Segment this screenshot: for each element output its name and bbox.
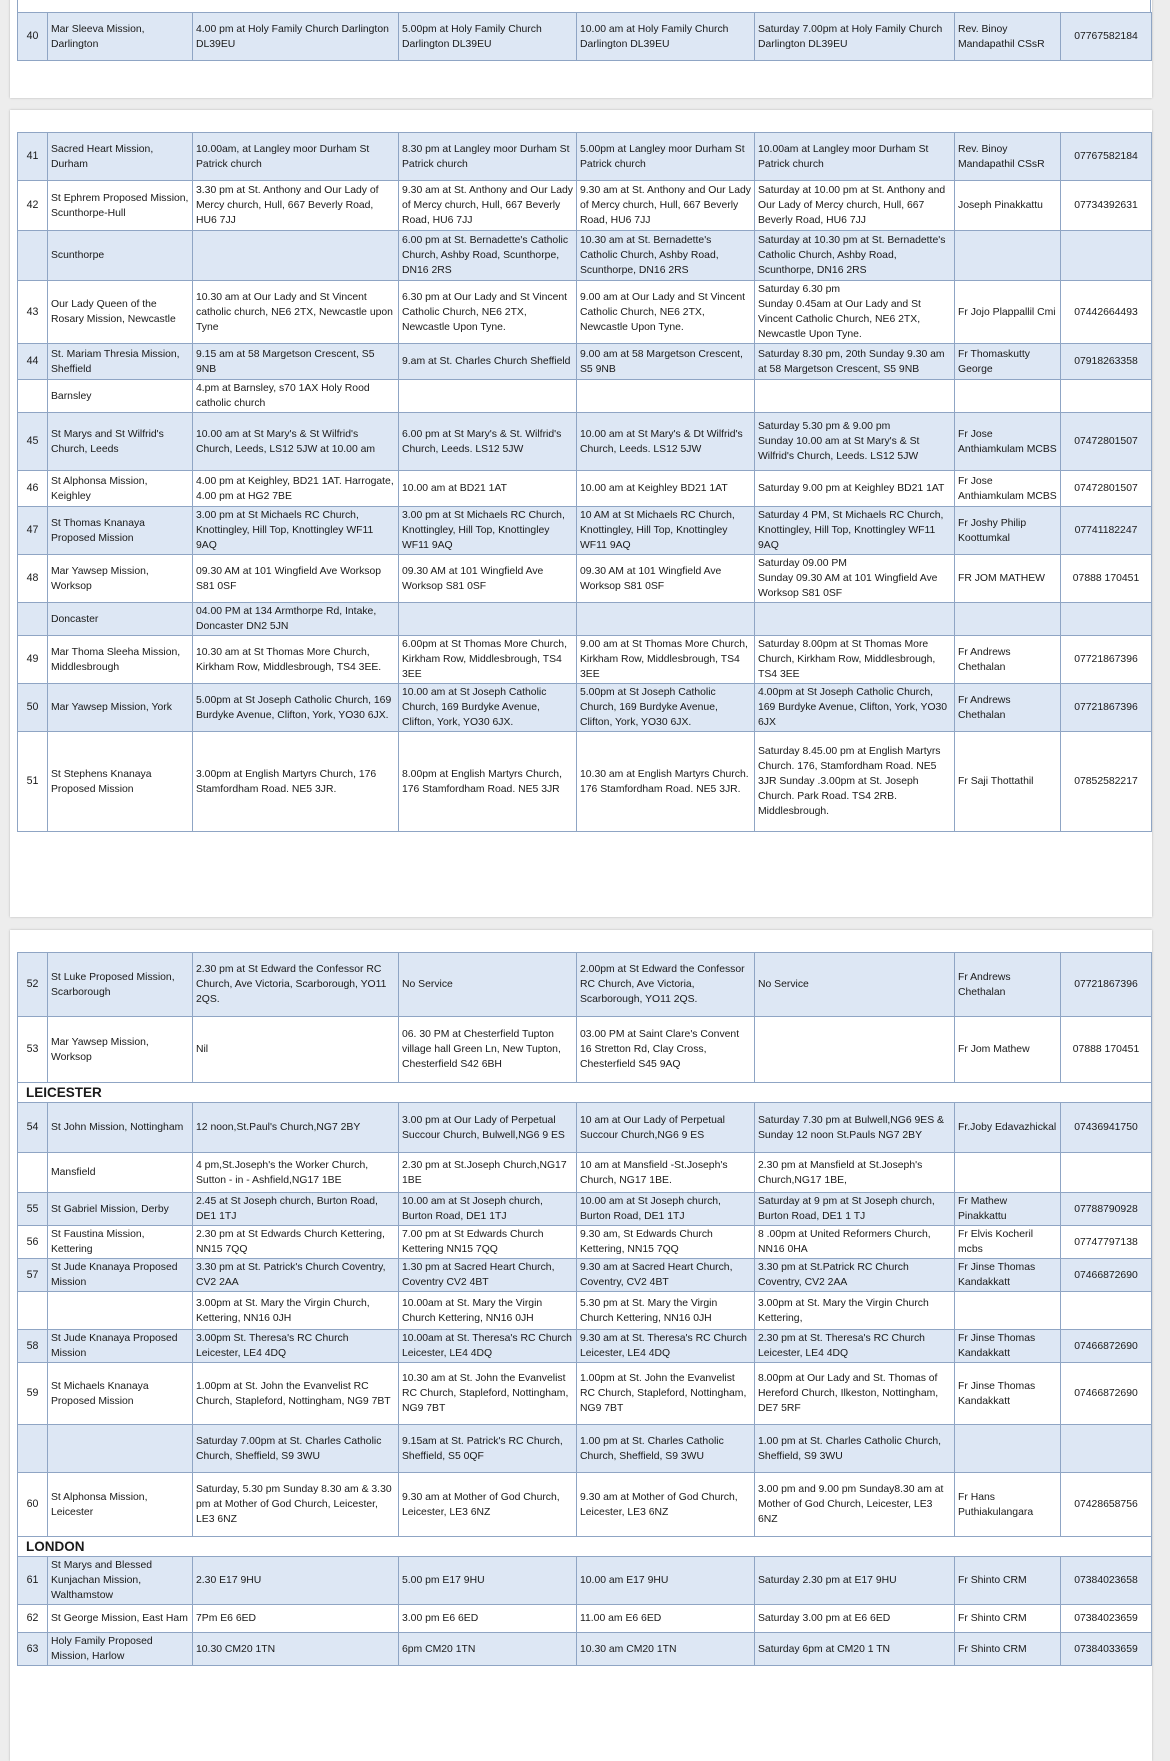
document-page-3 [10,930,1152,1761]
service-time-cell: 3.00pm at St. Mary the Virgin Church, Kettering, NN16 0JH [193,1292,399,1330]
service-time-cell: 9.30 am at St. Anthony and Our Lady of Mercy church, Hull, 667 Beverly Road, HU6 7JJ [577,181,755,231]
mission-number: 42 [18,181,48,231]
mission-name: St Jude Knanaya Proposed Mission [48,1259,193,1292]
table-row [18,181,1152,231]
service-time-cell: Saturday 9.00 pm at Keighley BD21 1AT [755,471,955,507]
priest-name: Fr Jose Anthiamkulam MCBS [955,413,1061,471]
priest-name: Fr Thomaskutty George [955,344,1061,380]
table-row [18,471,1152,507]
mission-name: St. Mariam Thresia Mission, Sheffield [48,344,193,380]
service-time-cell: 10.30 CM20 1TN [193,1633,399,1666]
mission-number: 45 [18,413,48,471]
service-time-cell: 9.30 am at Sacred Heart Church, Coventry, CV2 4BT [577,1259,755,1292]
schedule-table [17,12,1152,61]
service-time-cell: 10 AM at St Michaels RC Church, Knottingley, Hill Top, Knottingley WF11 9AQ [577,507,755,555]
priest-name: Fr Andrews Chethalan [955,684,1061,732]
service-time-cell: 9.15 am at 58 Margetson Crescent, S5 9NB [193,344,399,380]
service-time-cell: 09.30 AM at 101 Wingfield Ave Worksop S81 0SF [399,555,577,603]
service-time-cell: 5.00pm at St Joseph Catholic Church, 169 Burdyke Avenue, Clifton, York, YO30 6JX. [193,684,399,732]
service-time-cell: 11.00 am E6 6ED [577,1605,755,1633]
table-row [18,1473,1152,1537]
phone-number: 07888 170451 [1061,1017,1152,1083]
priest-name: Fr Shinto CRM [955,1633,1061,1666]
mission-name: St Marys and St Wilfrid's Church, Leeds [48,413,193,471]
phone-number: 07767582184 [1061,13,1152,61]
service-time-cell: 10.30 am at St Thomas More Church, Kirkham Row, Middlesbrough, TS4 3EE. [193,636,399,684]
mission-name: Mar Yawsep Mission, Worksop [48,1017,193,1083]
priest-name: Fr.Joby Edavazhickal [955,1103,1061,1153]
phone-number [1061,231,1152,281]
service-time-cell: 9.am at St. Charles Church Sheffield [399,344,577,380]
service-time-cell: 9.30 am at St. Anthony and Our Lady of Mercy church, Hull, 667 Beverly Road, HU6 7JJ [399,181,577,231]
mission-number: 53 [18,1017,48,1083]
table-row [18,1557,1152,1605]
priest-name [955,1425,1061,1473]
mission-number: 50 [18,684,48,732]
mission-name: Barnsley [48,380,193,413]
mission-name: Holy Family Proposed Mission, Harlow [48,1633,193,1666]
service-time-cell [399,603,577,636]
service-time-cell: Saturday 4 PM, St Michaels RC Church, Knottingley, Hill Top, Knottingley WF11 9AQ [755,507,955,555]
table-row [18,1292,1152,1330]
service-time-cell: 8.30 pm at Langley moor Durham St Patrick church [399,133,577,181]
priest-name: Fr Jom Mathew [955,1017,1061,1083]
service-time-cell: 10.00 am at St Joseph church, Burton Road, DE1 1TJ [577,1193,755,1226]
service-time-cell: 3.00pm at St. Mary the Virgin Church Kettering, [755,1292,955,1330]
service-time-cell: Saturday 2.30 pm at E17 9HU [755,1557,955,1605]
priest-name: Fr Jinse Thomas Kandakkatt [955,1259,1061,1292]
mission-name: St Luke Proposed Mission, Scarborough [48,953,193,1017]
phone-number: 07442664493 [1061,281,1152,344]
service-time-cell: Saturday 5.30 pm & 9.00 pm Sunday 10.00 am at St Mary's & St Wilfrid's Church, Leeds. LS12 5JW [755,413,955,471]
mission-name: St Jude Knanaya Proposed Mission [48,1330,193,1363]
phone-number: 07472801507 [1061,471,1152,507]
table-row [18,1103,1152,1153]
service-time-cell: 3.30 pm at St.Patrick RC Church Coventry, CV2 2AA [755,1259,955,1292]
table-row [18,732,1152,832]
service-time-cell: 3.00 pm and 9.00 pm Sunday8.30 am at Mother of God Church, Leicester, LE3 6NZ [755,1473,955,1537]
service-time-cell: 10.00 am at Holy Family Church Darlington DL39EU [577,13,755,61]
table-row [18,1330,1152,1363]
service-time-cell: 10.00am at St. Theresa's RC Church Leicester, LE4 4DQ [399,1330,577,1363]
phone-number [1061,1153,1152,1193]
service-time-cell: 2.00pm at St Edward the Confessor RC Church, Ave Victoria, Scarborough, YO11 2QS. [577,953,755,1017]
document-page-1 [10,0,1152,98]
priest-name [955,603,1061,636]
service-time-cell: 4 pm,St.Joseph's the Worker Church, Sutton - in - Ashfield,NG17 1BE [193,1153,399,1193]
phone-number: 07721867396 [1061,953,1152,1017]
priest-name [955,380,1061,413]
mission-number: 41 [18,133,48,181]
schedule-table [17,132,1152,832]
service-time-cell: 9.15am at St. Patrick's RC Church, Sheffield, S5 0QF [399,1425,577,1473]
phone-number: 07436941750 [1061,1103,1152,1153]
mission-number: 57 [18,1259,48,1292]
mission-name: Scunthorpe [48,231,193,281]
section-header-row [18,1537,1152,1557]
service-time-cell: 10.30 am at St. Bernadette's Catholic Church, Ashby Road, Scunthorpe, DN16 2RS [577,231,755,281]
service-time-cell: 3.00 pm E6 6ED [399,1605,577,1633]
service-time-cell [577,603,755,636]
phone-number: 07747797138 [1061,1226,1152,1259]
service-time-cell: 3.00 pm at Our Lady of Perpetual Succour Church, Bulwell,NG6 9 ES [399,1103,577,1153]
mission-name [48,1292,193,1330]
table-row [18,953,1152,1017]
table-row [18,1363,1152,1425]
table-row [18,13,1152,61]
service-time-cell: 2.30 pm at St. Theresa's RC Church Leicester, LE4 4DQ [755,1330,955,1363]
phone-number: 07734392631 [1061,181,1152,231]
table-row [18,1193,1152,1226]
priest-name: FR JOM MATHEW [955,555,1061,603]
mission-number: 58 [18,1330,48,1363]
service-time-cell: 4.00pm at St Joseph Catholic Church, 169 Burdyke Avenue, Clifton, York, YO30 6JX [755,684,955,732]
service-time-cell: 5.30 pm at St. Mary the Virgin Church Kettering, NN16 0JH [577,1292,755,1330]
priest-name: Fr Jojo Plappallil Cmi [955,281,1061,344]
service-time-cell [755,380,955,413]
table-row [18,1425,1152,1473]
service-time-cell: 4.pm at Barnsley, s70 1AX Holy Rood catholic church [193,380,399,413]
mission-number: 48 [18,555,48,603]
service-time-cell: 1.00 pm at St. Charles Catholic Church, Sheffield, S9 3WU [577,1425,755,1473]
priest-name: Fr Saji Thottathil [955,732,1061,832]
priest-name: Fr Andrews Chethalan [955,636,1061,684]
service-time-cell: 2.30 pm at St.Joseph Church,NG17 1BE [399,1153,577,1193]
service-time-cell: 03.00 PM at Saint Clare's Convent 16 Stretton Rd, Clay Cross, Chesterfield S45 9AQ [577,1017,755,1083]
mission-number: 52 [18,953,48,1017]
service-time-cell [399,380,577,413]
service-time-cell [577,380,755,413]
table-row [18,555,1152,603]
table-row [18,1633,1152,1666]
priest-name: Fr Jinse Thomas Kandakkatt [955,1363,1061,1425]
table-row [18,1605,1152,1633]
mission-name: St Stephens Knanaya Proposed Mission [48,732,193,832]
mission-number [18,1292,48,1330]
priest-name: Fr Mathew Pinakkattu [955,1193,1061,1226]
mission-number: 44 [18,344,48,380]
mission-number [18,231,48,281]
priest-name: Fr Hans Puthiakulangara [955,1473,1061,1537]
service-time-cell: 10 am at Our Lady of Perpetual Succour Church,NG6 9 ES [577,1103,755,1153]
phone-number: 07918263358 [1061,344,1152,380]
phone-number: 07428658756 [1061,1473,1152,1537]
service-time-cell: 04.00 PM at 134 Armthorpe Rd, Intake, Doncaster DN2 5JN [193,603,399,636]
table-row [18,231,1152,281]
service-time-cell: 5.00 pm E17 9HU [399,1557,577,1605]
service-time-cell: 06. 30 PM at Chesterfield Tupton village hall Green Ln, New Tupton, Chesterfield S42 6BH [399,1017,577,1083]
service-time-cell: 5.00pm at Langley moor Durham St Patrick church [577,133,755,181]
mission-name: Our Lady Queen of the Rosary Mission, Newcastle [48,281,193,344]
mission-number [18,1153,48,1193]
service-time-cell: 10.00 am at St Joseph church, Burton Road, DE1 1TJ [399,1193,577,1226]
service-time-cell: 10.00 am at St Mary's & St Wilfrid's Church, Leeds, LS12 5JW at 10.00 am [193,413,399,471]
priest-name: Joseph Pinakkattu [955,181,1061,231]
phone-number: 07852582217 [1061,732,1152,832]
mission-name: St Alphonsa Mission, Leicester [48,1473,193,1537]
service-time-cell: 3.00 pm at St Michaels RC Church, Knottingley, Hill Top, Knottingley WF11 9AQ [193,507,399,555]
mission-name: Mar Thoma Sleeha Mission, Middlesbrough [48,636,193,684]
mission-number: 40 [18,13,48,61]
mission-name: Mar Sleeva Mission, Darlington [48,13,193,61]
priest-name: Fr Jinse Thomas Kandakkatt [955,1330,1061,1363]
service-time-cell: 8.00pm at English Martyrs Church, 176 Stamfordham Road. NE5 3JR [399,732,577,832]
phone-number: 07466872690 [1061,1259,1152,1292]
service-time-cell: 1.00 pm at St. Charles Catholic Church, Sheffield, S9 3WU [755,1425,955,1473]
mission-number [18,1425,48,1473]
mission-name: Doncaster [48,603,193,636]
table-continuation [17,0,1151,12]
priest-name: Rev. Binoy Mandapathil CSsR [955,133,1061,181]
service-time-cell: 1.00pm at St. John the Evanvelist RC Church, Stapleford, Nottingham, NG9 7BT [577,1363,755,1425]
service-time-cell: 6.30 pm at Our Lady and St Vincent Catholic Church, NE6 2TX, Newcastle Upon Tyne. [399,281,577,344]
service-time-cell: 4.00 pm at Keighley, BD21 1AT. Harrogate, 4.00 pm at HG2 7BE [193,471,399,507]
service-time-cell: 12 noon,St.Paul's Church,NG7 2BY [193,1103,399,1153]
priest-name: Fr Jose Anthiamkulam MCBS [955,471,1061,507]
service-time-cell: 1.00pm at St. John the Evanvelist RC Church, Stapleford, Nottingham, NG9 7BT [193,1363,399,1425]
service-time-cell: 4.00 pm at Holy Family Church Darlington DL39EU [193,13,399,61]
priest-name [955,1292,1061,1330]
mission-name: St George Mission, East Ham [48,1605,193,1633]
mission-name: St Thomas Knanaya Proposed Mission [48,507,193,555]
service-time-cell: 10.30 am at Our Lady and St Vincent catholic church, NE6 2TX, Newcastle upon Tyne [193,281,399,344]
priest-name: Fr Shinto CRM [955,1605,1061,1633]
mission-name: St Gabriel Mission, Derby [48,1193,193,1226]
table-row [18,1259,1152,1292]
mission-number: 54 [18,1103,48,1153]
phone-number [1061,1425,1152,1473]
phone-number: 07472801507 [1061,413,1152,471]
service-time-cell: 09.30 AM at 101 Wingfield Ave Worksop S81 0SF [193,555,399,603]
service-time-cell: 6pm CM20 1TN [399,1633,577,1666]
mission-name: St John Mission, Nottingham [48,1103,193,1153]
phone-number: 07767582184 [1061,133,1152,181]
mission-number: 56 [18,1226,48,1259]
phone-number: 07466872690 [1061,1330,1152,1363]
priest-name [955,1153,1061,1193]
service-time-cell: 3.30 pm at St. Patrick's Church Coventry, CV2 2AA [193,1259,399,1292]
service-time-cell: 10 am at Mansfield -St.Joseph's Church, NG17 1BE. [577,1153,755,1193]
service-time-cell: 2.45 at St Joseph church, Burton Road, DE1 1TJ [193,1193,399,1226]
service-time-cell: 09.30 AM at 101 Wingfield Ave Worksop S81 0SF [577,555,755,603]
priest-name: Fr Shinto CRM [955,1557,1061,1605]
service-time-cell: Nil [193,1017,399,1083]
service-time-cell: 3.00pm at English Martyrs Church, 176 Stamfordham Road. NE5 3JR. [193,732,399,832]
mission-number: 47 [18,507,48,555]
service-time-cell: Saturday 8.00pm at St Thomas More Church, Kirkham Row, Middlesbrough, TS4 3EE [755,636,955,684]
mission-name: St Marys and Blessed Kunjachan Mission, Walthamstow [48,1557,193,1605]
mission-number: 60 [18,1473,48,1537]
priest-name [955,231,1061,281]
table-row [18,1017,1152,1083]
mission-number: 61 [18,1557,48,1605]
service-time-cell: 10.30 am at English Martyrs Church. 176 Stamfordham Road. NE5 3JR. [577,732,755,832]
table-row [18,133,1152,181]
service-time-cell: 9.00 am at 58 Margetson Crescent, S5 9NB [577,344,755,380]
phone-number: 07384023659 [1061,1605,1152,1633]
table-row [18,1226,1152,1259]
service-time-cell [193,231,399,281]
table-row [18,1153,1152,1193]
service-time-cell: 6.00pm at St Thomas More Church, Kirkham Row, Middlesbrough, TS4 3EE [399,636,577,684]
mission-number: 49 [18,636,48,684]
phone-number: 07788790928 [1061,1193,1152,1226]
section-header-row [18,1083,1152,1103]
phone-number [1061,1292,1152,1330]
mission-name: St Faustina Mission, Kettering [48,1226,193,1259]
service-time-cell: Saturday, 5.30 pm Sunday 8.30 am & 3.30 pm at Mother of God Church, Leicester, LE3 6NZ [193,1473,399,1537]
table-row [18,603,1152,636]
service-time-cell: 7Pm E6 6ED [193,1605,399,1633]
mission-name: St Michaels Knanaya Proposed Mission [48,1363,193,1425]
service-time-cell: 2.30 pm at Mansfield at St.Joseph's Church,NG17 1BE, [755,1153,955,1193]
mission-name: St Alphonsa Mission, Keighley [48,471,193,507]
service-time-cell: Saturday at 9 pm at St Joseph church, Burton Road, DE1 1 TJ [755,1193,955,1226]
service-time-cell: No Service [399,953,577,1017]
service-time-cell: 9.30 am at St. Theresa's RC Church Leicester, LE4 4DQ [577,1330,755,1363]
service-time-cell: Saturday at 10.00 pm at St. Anthony and Our Lady of Mercy church, Hull, 667 Beverly Road, HU6 7JJ [755,181,955,231]
mission-name: St Ephrem Proposed Mission, Scunthorpe-Hull [48,181,193,231]
phone-number [1061,380,1152,413]
service-time-cell: Saturday 8.45.00 pm at English Martyrs Church. 176, Stamfordham Road. NE5 3JR Sunday .3.00pm at St. Joseph Church. Park Road. TS4 2RB. Middlesbrough. [755,732,955,832]
service-time-cell: 10.00 am at BD21 1AT [399,471,577,507]
service-time-cell: Saturday 7.30 pm at Bulwell,NG6 9ES & Sunday 12 noon St.Pauls NG7 2BY [755,1103,955,1153]
table-row [18,380,1152,413]
mission-name: Mar Yawsep Mission, Worksop [48,555,193,603]
service-time-cell: 6.00 pm at St. Bernadette's Catholic Church, Ashby Road, Scunthorpe, DN16 2RS [399,231,577,281]
service-time-cell: Saturday 7.00pm at Holy Family Church Darlington DL39EU [755,13,955,61]
service-time-cell: Saturday 6pm at CM20 1 TN [755,1633,955,1666]
table-row [18,413,1152,471]
service-time-cell: 5.00pm at Holy Family Church Darlington DL39EU [399,13,577,61]
mission-number: 43 [18,281,48,344]
service-time-cell: 2.30 pm at St Edward the Confessor RC Church, Ave Victoria, Scarborough, YO11 2QS. [193,953,399,1017]
service-time-cell: 9.30 am at Mother of God Church, Leicester, LE3 6NZ [399,1473,577,1537]
mission-number: 59 [18,1363,48,1425]
mission-number: 46 [18,471,48,507]
phone-number: 07721867396 [1061,636,1152,684]
table-row [18,684,1152,732]
service-time-cell: Saturday 6.30 pm Sunday 0.45am at Our Lady and St Vincent Catholic Church, NE6 2TX, Newcastle Upon Tyne. [755,281,955,344]
service-time-cell: 10.00 am at St Joseph Catholic Church, 169 Burdyke Avenue, Clifton, York, YO30 6JX. [399,684,577,732]
service-time-cell: Saturday 09.00 PM Sunday 09.30 AM at 101 Wingfield Ave Worksop S81 0SF [755,555,955,603]
mission-number [18,380,48,413]
service-time-cell: 8.00pm at Our Lady and St. Thomas of Hereford Church, Ilkeston, Nottingham, DE7 5RF [755,1363,955,1425]
service-time-cell: 10.00 am at Keighley BD21 1AT [577,471,755,507]
service-time-cell: 10.30 am at St. John the Evanvelist RC Church, Stapleford, Nottingham, NG9 7BT [399,1363,577,1425]
phone-number: 07384023658 [1061,1557,1152,1605]
mission-name [48,1425,193,1473]
mission-name: Sacred Heart Mission, Durham [48,133,193,181]
priest-name: Fr Joshy Philip Koottumkal [955,507,1061,555]
service-time-cell: 10.00am at Langley moor Durham St Patrick church [755,133,955,181]
mission-name: Mansfield [48,1153,193,1193]
section-title: LEICESTER [18,1083,1152,1103]
service-time-cell [755,603,955,636]
schedule-table [17,952,1152,1666]
section-title: LONDON [18,1537,1152,1557]
service-time-cell: 2.30 pm at St Edwards Church Kettering, NN15 7QQ [193,1226,399,1259]
priest-name: Fr Andrews Chethalan [955,953,1061,1017]
service-time-cell: 9.30 am at Mother of God Church, Leicester, LE3 6NZ [577,1473,755,1537]
phone-number: 07888 170451 [1061,555,1152,603]
service-time-cell: Saturday 8.30 pm, 20th Sunday 9.30 am at 58 Margetson Crescent, S5 9NB [755,344,955,380]
service-time-cell: Saturday at 10.30 pm at St. Bernadette's Catholic Church, Ashby Road, Scunthorpe, DN16 2RS [755,231,955,281]
phone-number [1061,603,1152,636]
service-time-cell: 2.30 E17 9HU [193,1557,399,1605]
service-time-cell: 9.30 am, St Edwards Church Kettering, NN15 7QQ [577,1226,755,1259]
priest-name: Rev. Binoy Mandapathil CSsR [955,13,1061,61]
table-row [18,281,1152,344]
service-time-cell: 8 .00pm at United Reformers Church, NN16 0HA [755,1226,955,1259]
service-time-cell: Saturday 3.00 pm at E6 6ED [755,1605,955,1633]
mission-number: 55 [18,1193,48,1226]
service-time-cell: 10.30 am CM20 1TN [577,1633,755,1666]
phone-number: 07466872690 [1061,1363,1152,1425]
mission-number: 63 [18,1633,48,1666]
service-time-cell: 10.00am at St. Mary the Virgin Church Kettering, NN16 0JH [399,1292,577,1330]
service-time-cell: 5.00pm at St Joseph Catholic Church, 169 Burdyke Avenue, Clifton, York, YO30 6JX. [577,684,755,732]
mission-name: Mar Yawsep Mission, York [48,684,193,732]
priest-name: Fr Elvis Kocheril mcbs [955,1226,1061,1259]
phone-number: 07384033659 [1061,1633,1152,1666]
table-row [18,344,1152,380]
mission-number [18,603,48,636]
service-time-cell: 3.30 pm at St. Anthony and Our Lady of Mercy church, Hull, 667 Beverly Road, HU6 7JJ [193,181,399,231]
service-time-cell: 9.00 am at St Thomas More Church, Kirkham Row, Middlesbrough, TS4 3EE [577,636,755,684]
mission-number: 51 [18,732,48,832]
table-row [18,636,1152,684]
service-time-cell: 3.00 pm at St Michaels RC Church, Knottingley, Hill Top, Knottingley WF11 9AQ [399,507,577,555]
service-time-cell: 10.00am, at Langley moor Durham St Patrick church [193,133,399,181]
service-time-cell: No Service [755,953,955,1017]
service-time-cell: 7.00 pm at St Edwards Church Kettering NN15 7QQ [399,1226,577,1259]
service-time-cell: Saturday 7.00pm at St. Charles Catholic Church, Sheffield, S9 3WU [193,1425,399,1473]
service-time-cell: 1.30 pm at Sacred Heart Church, Coventry CV2 4BT [399,1259,577,1292]
service-time-cell: 10.00 am at St Mary's & Dt Wilfrid's Church, Leeds. LS12 5JW [577,413,755,471]
phone-number: 07741182247 [1061,507,1152,555]
service-time-cell: 10.00 am E17 9HU [577,1557,755,1605]
mission-number: 62 [18,1605,48,1633]
service-time-cell: 6.00 pm at St Mary's & St. Wilfrid's Church, Leeds. LS12 5JW [399,413,577,471]
service-time-cell: 3.00pm St. Theresa's RC Church Leicester, LE4 4DQ [193,1330,399,1363]
service-time-cell [755,1017,955,1083]
table-row [18,507,1152,555]
service-time-cell: 9.00 am at Our Lady and St Vincent Catholic Church, NE6 2TX, Newcastle Upon Tyne. [577,281,755,344]
phone-number: 07721867396 [1061,684,1152,732]
document-page-2 [10,110,1152,917]
